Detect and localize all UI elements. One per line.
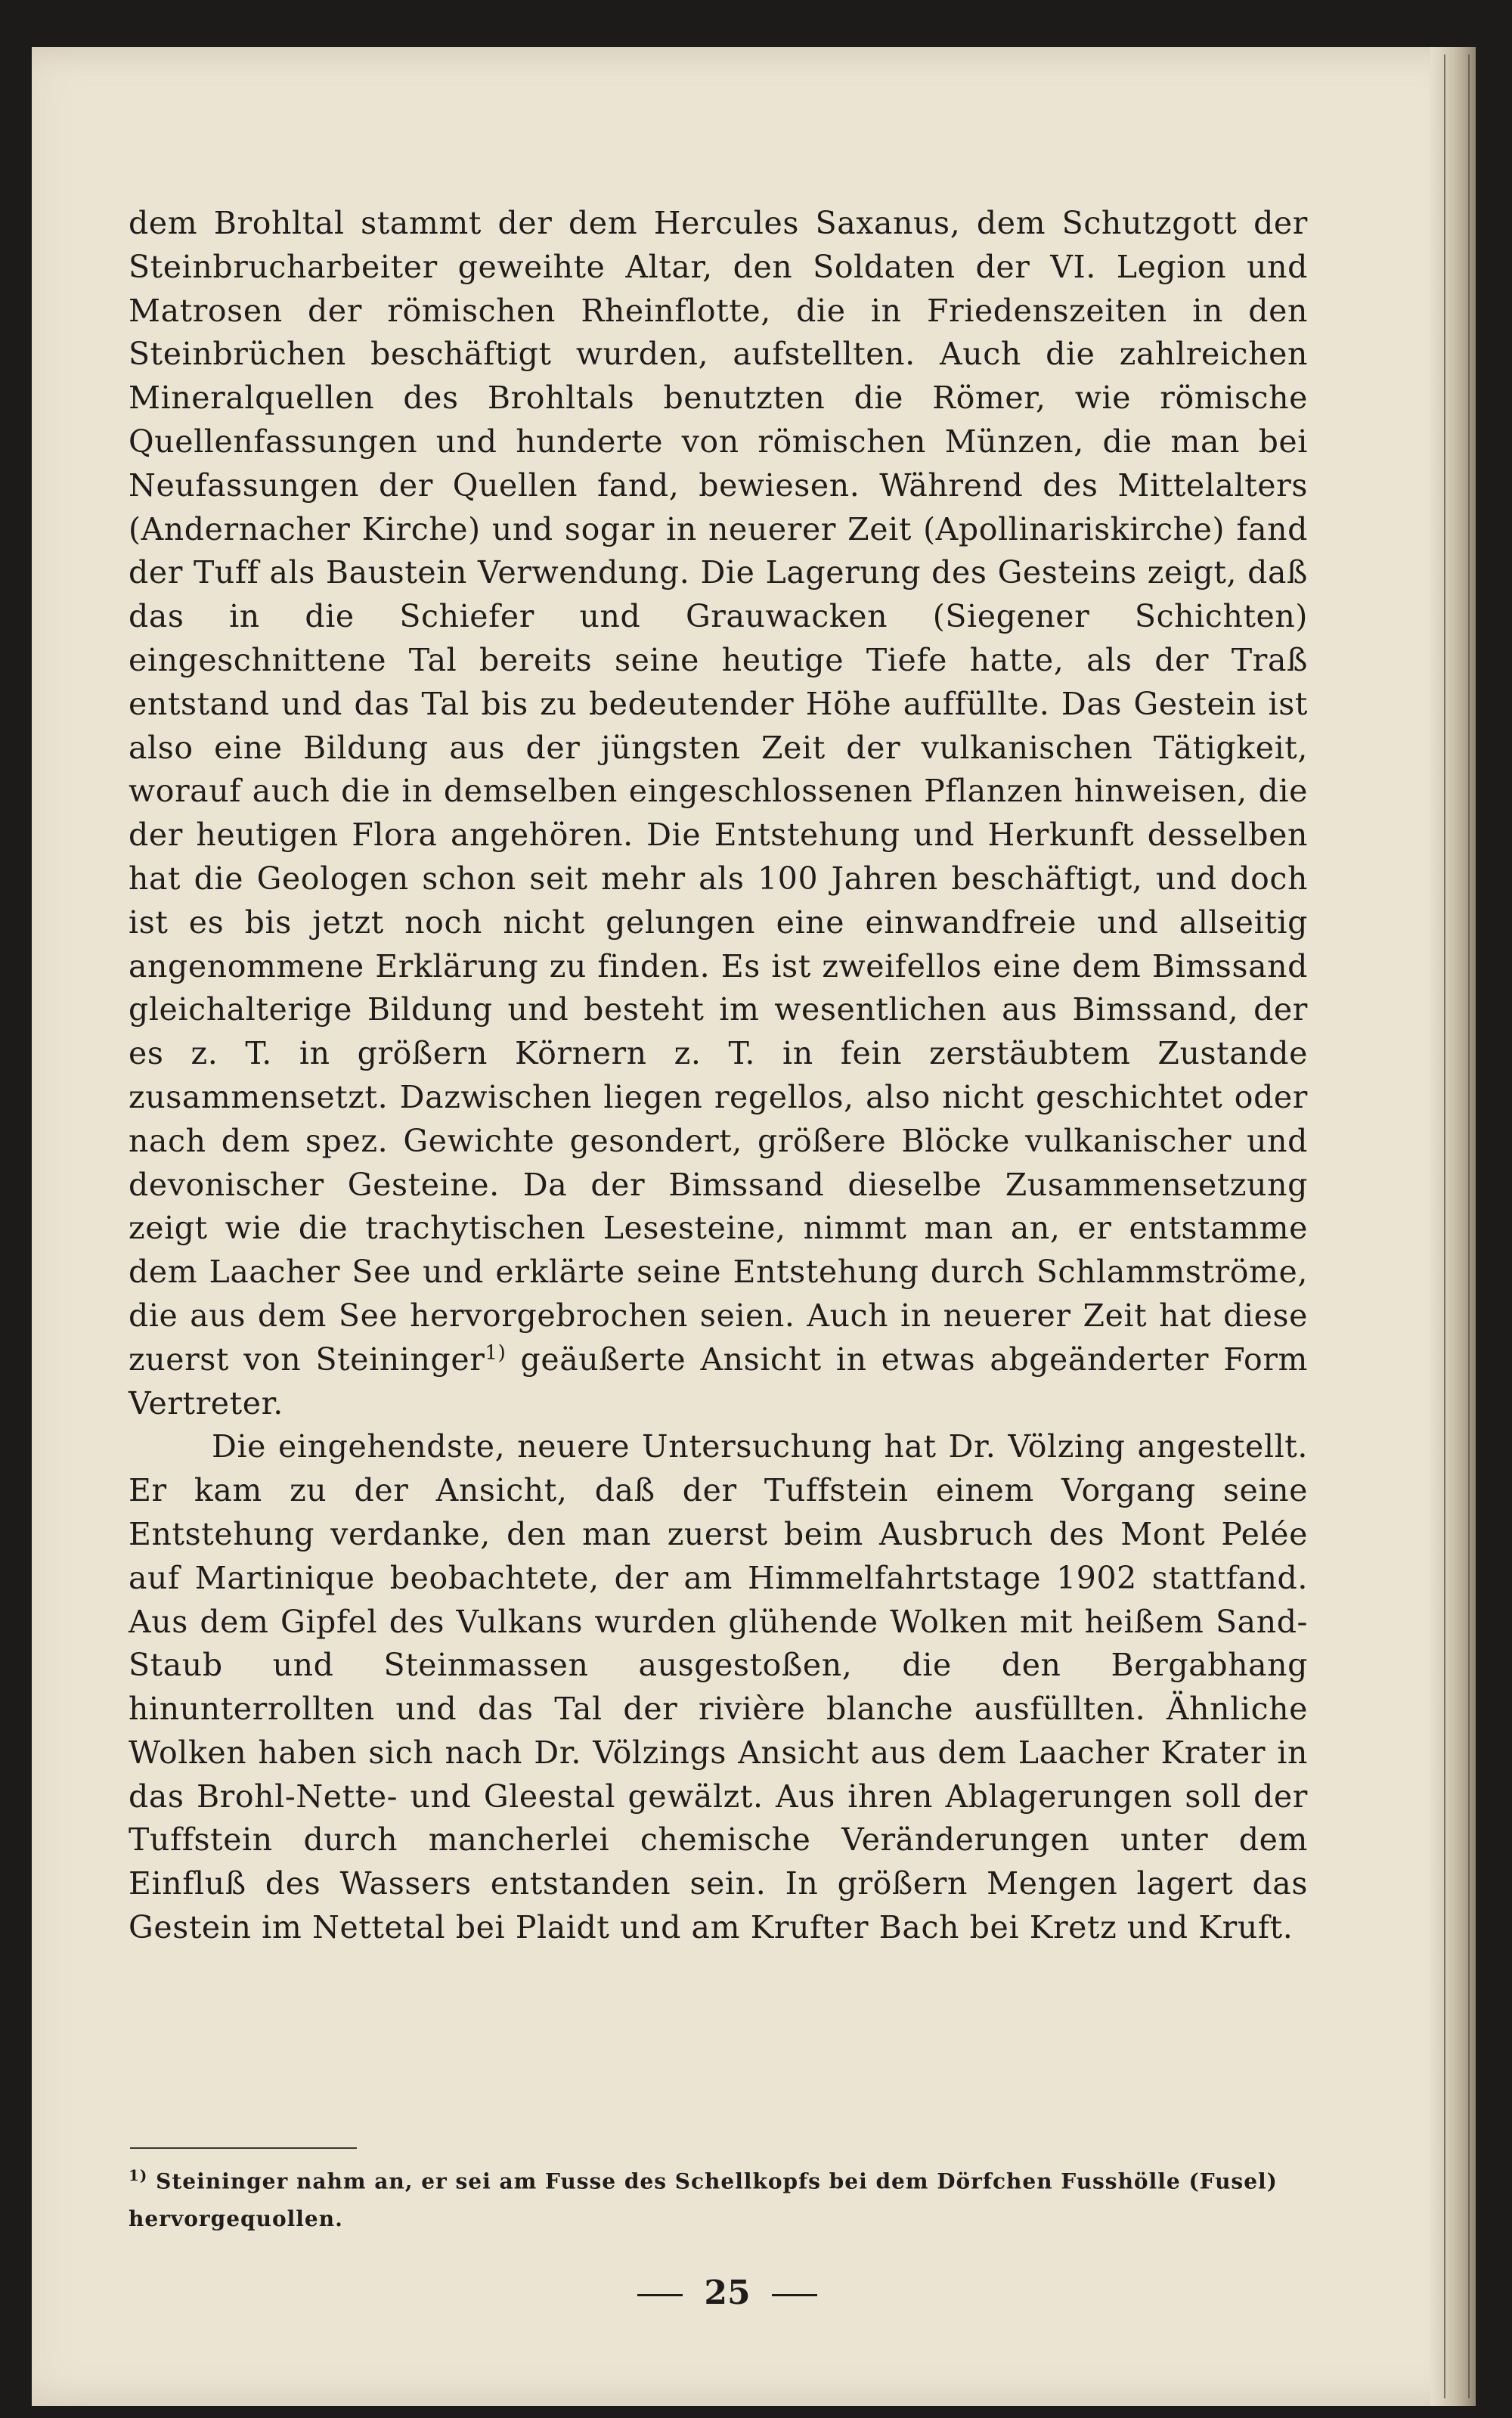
body-text (129, 202, 1308, 1950)
page-number-dash-left (637, 2294, 683, 2296)
page-number-value: 25 (704, 2274, 751, 2312)
page-number (32, 2274, 1423, 2312)
footnote-marker: 1) (129, 2166, 148, 2184)
book-page (32, 47, 1476, 2406)
footnote-divider (130, 2147, 357, 2149)
paragraph-1-text-end: geäußerte Ansicht in etwas abgeänderter Form Vertreter. (129, 1341, 1308, 1421)
paragraph-2: Die eingehendste, neuere Untersuchung hat Dr. Völzing angestellt. Er kam zu der Ansicht, daß der Tuffstein einem Vorgang seine Entstehung verdanke, den man zuerst beim Ausbruch des Mont Pelée auf Martinique beobachtete, der am Himmelfahrtstage 1902 stattfand. Aus dem Gipfel des Vulkans wurden glühende Wolken mit heißem Sand-Staub und Steinmassen ausgestoßen, die den Bergabhang hinunterrollten und das Tal der rivière blanche ausfüllten. Ähnliche Wolken haben sich nach Dr. Völzings Ansicht aus dem Laacher Krater in das Brohl-Nette- und Gleestal gewälzt. Aus ihren Ablagerungen soll der Tuffstein durch mancherlei chemische Veränderungen unter dem Einfluß des Wassers entstanden sein. In größern Mengen lagert das Gestein im Nettetal bei Plaidt und am Krufter Bach bei Kretz und Kruft. (129, 1428, 1308, 1946)
paragraph-1-text: dem Brohltal stammt der dem Hercules Saxanus, dem Schutzgott der Steinbrucharbeiter geweihte Altar, den Soldaten der VI. Legion und Matrosen der römischen Rheinflotte, die in Friedenszeiten in den Steinbrüchen beschäftigt wurden, aufstellten. Auch die zahlreichen Mineralquellen des Brohltals benutzten die Römer, wie römische Quellenfassungen und hunderte von römischen Münzen, die man bei Neufassungen der Quellen fand, bewiesen. Während des Mittelalters (Andernacher Kirche) und sogar in neuerer Zeit (Apollinariskirche) fand der Tuff als Baustein Verwendung. Die Lagerung des Gesteins zeigt, daß das in die Schiefer und Grauwacken (Siegener Schichten) eingeschnittene Tal bereits seine heutige Tiefe hatte, als der Traß entstand und das Tal bis zu bedeutender Höhe auffüllte. Das Gestein ist also eine Bildung aus der jüngsten Zeit der vulkanischen Tätigkeit, worauf auch die in demselben eingeschlossenen Pflanzen hinweisen, die der heutigen Flora angehören. Die Entstehung und Herkunft desselben hat die Geologen schon seit mehr als 100 Jahren beschäftigt, und doch ist es bis jetzt noch nicht gelungen eine einwandfreie und allseitig angenommene Erklärung zu finden. Es ist zweifellos eine dem Bimssand gleichalterige Bildung und besteht im wesentlichen aus Bimssand, der es z. T. in größern Körnern z. T. in fein zerstäubtem Zustande zusammensetzt. Dazwischen liegen regellos, also nicht geschichtet oder nach dem spez. Gewichte gesondert, größere Blöcke vulkanischer und devonischer Gesteine. Da der Bimssand dieselbe Zusammensetzung zeigt wie die trachytischen Lesesteine, nimmt man an, er entstamme dem Laacher See und erklärte seine Entstehung durch Schlammströme, die aus dem See hervorgebrochen seien. Auch in neuerer Zeit hat diese zuerst von Steininger (129, 205, 1308, 1378)
page-edge-shadow (1430, 47, 1476, 2406)
footnote (129, 2156, 1308, 2238)
page-stack-lines (1444, 54, 1470, 2398)
footnote-reference: 1) (485, 1341, 507, 1365)
page-number-dash-right (772, 2294, 817, 2296)
footnote-text: Steininger nahm an, er sei am Fusse des Schellkopfs bei dem Dörfchen Fusshölle (Fusel) hervorgequollen. (129, 2168, 1278, 2232)
paragraph-1 (129, 202, 1308, 1425)
